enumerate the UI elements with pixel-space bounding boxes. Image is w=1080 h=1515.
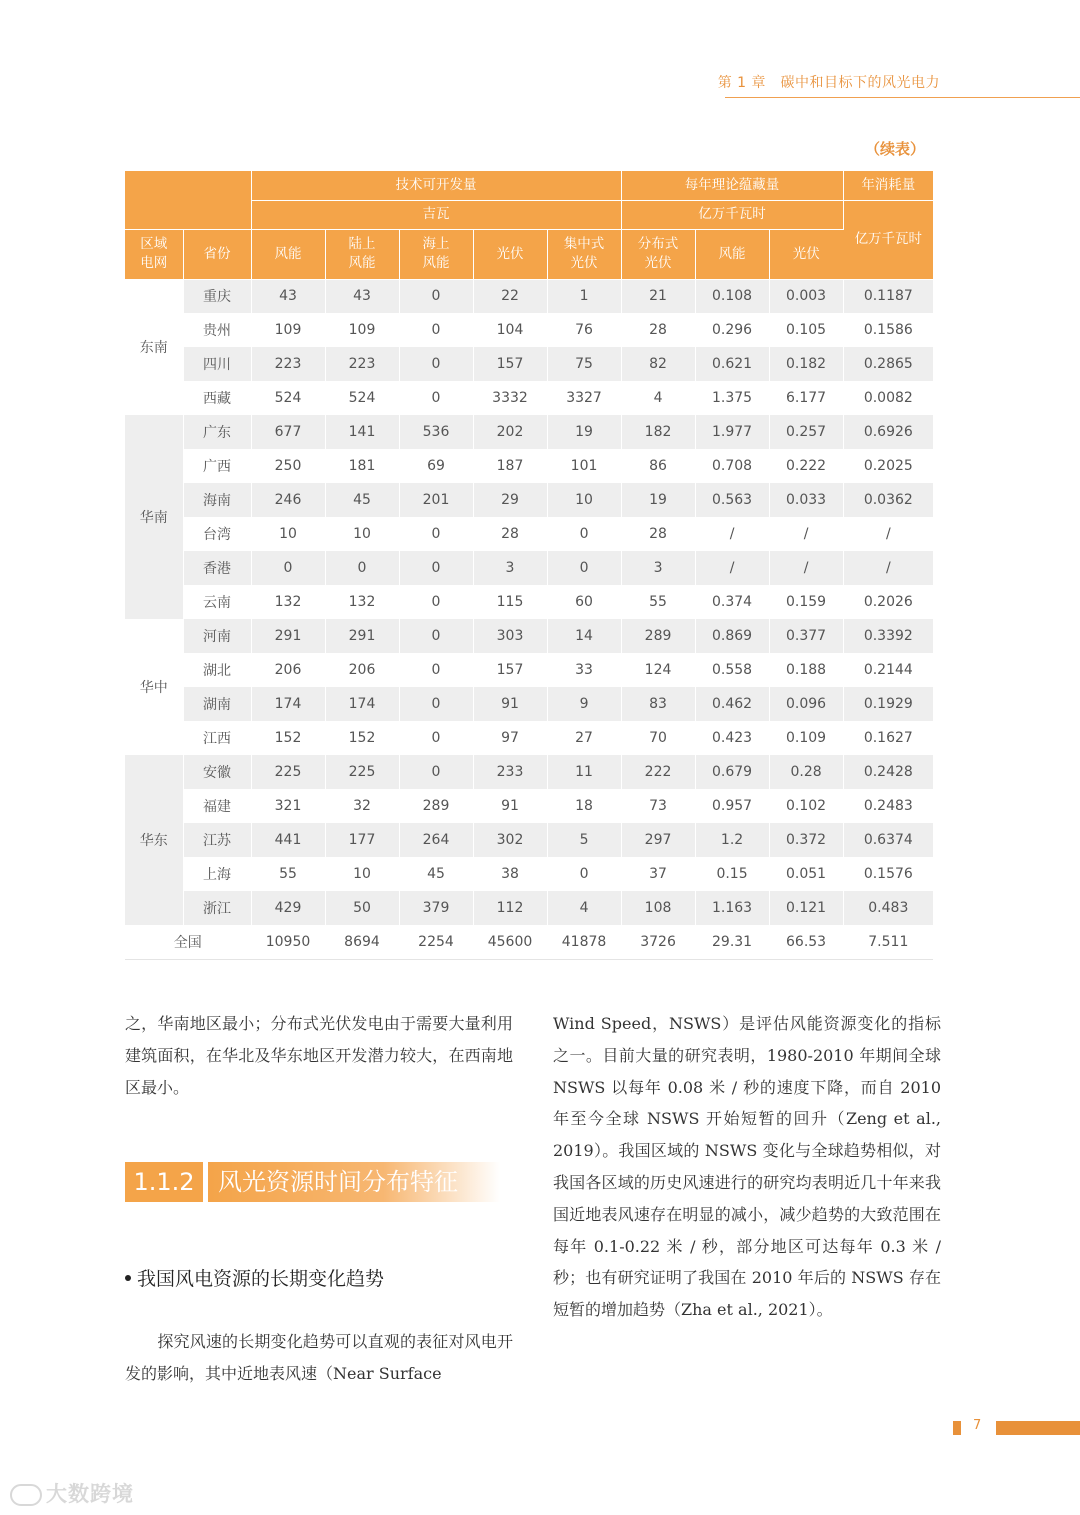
value-cell: 43 xyxy=(251,279,325,313)
value-cell: 38 xyxy=(473,857,547,891)
value-cell: 0.257 xyxy=(769,415,843,449)
value-cell: 97 xyxy=(473,721,547,755)
value-cell: 37 xyxy=(621,857,695,891)
value-cell: 115 xyxy=(473,585,547,619)
header-unit-consumption: 亿万千瓦时 xyxy=(843,200,933,279)
table-row xyxy=(125,381,933,415)
value-cell: 0 xyxy=(399,653,473,687)
header-col-pv: 光伏 xyxy=(473,229,547,279)
value-cell: 4 xyxy=(621,381,695,415)
value-cell: 0.1586 xyxy=(863,322,913,338)
section-title: 风光资源时间分布特征 xyxy=(208,1162,500,1202)
value-cell: 60 xyxy=(547,585,621,619)
province-cell: 湖北 xyxy=(183,653,251,687)
value-cell: 0.2026 xyxy=(863,594,913,610)
header-col-offshore: 海上风能 xyxy=(399,229,473,279)
value-cell: 0.957 xyxy=(695,789,769,823)
value-cell: 0 xyxy=(399,585,473,619)
value-cell: 112 xyxy=(473,891,547,925)
value-cell: 9 xyxy=(547,687,621,721)
value-cell: 0.2144 xyxy=(863,662,913,678)
bullet-heading-text: 我国风电资源的长期变化趋势 xyxy=(137,1268,385,1290)
value-cell: 101 xyxy=(547,449,621,483)
value-cell: 5 xyxy=(547,823,621,857)
province-cell: 重庆 xyxy=(183,279,251,313)
value-cell: 0.1627 xyxy=(863,730,913,746)
value-cell: 18 xyxy=(547,789,621,823)
value-cell: 11 xyxy=(547,755,621,789)
total-value: 7.511 xyxy=(843,925,933,959)
value-cell: 3327 xyxy=(547,381,621,415)
province-cell: 上海 xyxy=(183,857,251,891)
value-cell: 132 xyxy=(251,585,325,619)
value-cell: 45 xyxy=(399,857,473,891)
table-continued-note: （续表） xyxy=(864,140,925,158)
value-cell: 379 xyxy=(399,891,473,925)
province-cell: 福建 xyxy=(183,789,251,823)
value-cell: 201 xyxy=(399,483,473,517)
total-value: 41878 xyxy=(547,925,621,959)
value-cell: 0.2428 xyxy=(843,755,933,789)
value-cell: 0.105 xyxy=(769,313,843,347)
table-row xyxy=(125,755,933,789)
value-cell: 223 xyxy=(325,347,399,381)
value-cell: 0.708 xyxy=(695,449,769,483)
value-cell: 32 xyxy=(325,789,399,823)
value-cell: 250 xyxy=(251,449,325,483)
value-cell: 152 xyxy=(325,721,399,755)
table-row xyxy=(125,857,933,891)
value-cell: 225 xyxy=(325,755,399,789)
value-cell: 0 xyxy=(399,687,473,721)
value-cell: 0.096 xyxy=(769,687,843,721)
value-cell: 174 xyxy=(325,687,399,721)
value-cell: 10 xyxy=(325,517,399,551)
value-cell: 124 xyxy=(621,653,695,687)
page-number: 7 xyxy=(973,1418,982,1433)
region-cell: 华中 xyxy=(125,619,183,755)
value-cell: 0.108 xyxy=(695,279,769,313)
value-cell: 206 xyxy=(251,653,325,687)
bullet-dot-icon xyxy=(125,1275,131,1281)
value-cell: 0.121 xyxy=(769,891,843,925)
value-cell: 27 xyxy=(547,721,621,755)
value-cell: 177 xyxy=(325,823,399,857)
table-row xyxy=(125,721,933,755)
table-row xyxy=(125,789,933,823)
value-cell: 10 xyxy=(547,483,621,517)
watermark-logo-icon xyxy=(10,1484,42,1506)
value-cell: 222 xyxy=(621,755,695,789)
value-cell: 0.679 xyxy=(695,755,769,789)
watermark-text: 大数跨境 xyxy=(46,1482,134,1506)
value-cell: 225 xyxy=(251,755,325,789)
table-row xyxy=(125,449,933,483)
value-cell: 3 xyxy=(621,551,695,585)
province-cell: 香港 xyxy=(183,551,251,585)
value-cell: 1.2 xyxy=(695,823,769,857)
value-cell: / xyxy=(769,517,843,551)
value-cell: 0 xyxy=(325,551,399,585)
value-cell: 181 xyxy=(325,449,399,483)
value-cell: / xyxy=(695,551,769,585)
watermark xyxy=(10,1478,134,1508)
value-cell: 0.222 xyxy=(769,449,843,483)
value-cell: 0.1187 xyxy=(843,279,933,313)
value-cell: 83 xyxy=(621,687,695,721)
header-group-technical: 技术可开发量 xyxy=(251,171,621,200)
province-cell: 安徽 xyxy=(183,755,251,789)
province-cell: 海南 xyxy=(183,483,251,517)
province-cell: 台湾 xyxy=(183,517,251,551)
province-cell: 西藏 xyxy=(183,381,251,415)
value-cell: 3 xyxy=(473,551,547,585)
province-cell: 湖南 xyxy=(183,687,251,721)
value-cell: 0 xyxy=(547,517,621,551)
value-cell: / xyxy=(843,551,933,585)
value-cell: 0.0362 xyxy=(843,483,933,517)
left-paragraph-1: 之，华南地区最小；分布式光伏发电由于需要大量利用建筑面积，在华北及华东地区开发潜力较大，在西南地区最小。 xyxy=(125,1014,513,1097)
value-cell: 91 xyxy=(473,687,547,721)
table-row xyxy=(125,517,933,551)
value-cell: 0 xyxy=(399,517,473,551)
value-cell: 223 xyxy=(251,347,325,381)
value-cell: 0.033 xyxy=(769,483,843,517)
value-cell: 19 xyxy=(621,483,695,517)
header-blank xyxy=(125,171,251,229)
header-province: 省份 xyxy=(183,229,251,279)
value-cell: 28 xyxy=(621,313,695,347)
value-cell: 0 xyxy=(399,551,473,585)
table-row xyxy=(125,823,933,857)
total-value: 10950 xyxy=(251,925,325,959)
value-cell: 75 xyxy=(547,347,621,381)
value-cell: 536 xyxy=(399,415,473,449)
value-cell: 297 xyxy=(621,823,695,857)
value-cell: / xyxy=(769,551,843,585)
region-cell: 东南 xyxy=(125,279,183,415)
total-row xyxy=(125,925,933,959)
value-cell: 0.003 xyxy=(769,279,843,313)
province-cell: 江苏 xyxy=(183,823,251,857)
value-cell: 28 xyxy=(621,517,695,551)
value-cell: 73 xyxy=(621,789,695,823)
value-cell: 33 xyxy=(547,653,621,687)
header-unit-theoretical: 亿万千瓦时 xyxy=(621,200,843,229)
value-cell: 50 xyxy=(325,891,399,925)
value-cell: 321 xyxy=(251,789,325,823)
province-cell: 广东 xyxy=(183,415,251,449)
header-col-central-pv: 集中式光伏 xyxy=(547,229,621,279)
value-cell: 289 xyxy=(621,619,695,653)
section-number: 1.1.2 xyxy=(125,1162,203,1202)
province-cell: 四川 xyxy=(183,347,251,381)
value-cell: 109 xyxy=(325,313,399,347)
value-cell: 677 xyxy=(251,415,325,449)
value-cell: 10 xyxy=(251,517,325,551)
section-heading xyxy=(125,1162,500,1202)
value-cell: 303 xyxy=(473,619,547,653)
value-cell: 0 xyxy=(547,551,621,585)
header-col-onshore: 陆上风能 xyxy=(325,229,399,279)
table-row xyxy=(125,585,933,619)
resource-table xyxy=(125,171,933,960)
header-group-consumption: 年消耗量 xyxy=(843,171,933,200)
value-cell: 0.188 xyxy=(769,653,843,687)
value-cell: 0.3392 xyxy=(843,619,933,653)
value-cell: 0.2483 xyxy=(863,798,913,814)
total-value: 3726 xyxy=(621,925,695,959)
header-col-distributed-pv: 分布式光伏 xyxy=(621,229,695,279)
value-cell: 0.558 xyxy=(695,653,769,687)
right-paragraph: Wind Speed，NSWS）是评估风能资源变化的指标之一。目前大量的研究表明，1980-2010 年期间全球 NSWS 以每年 0.08 米 / 秒的速度下降，而自 2010 年至今全球 NSWS 开始短暂的回升（Zeng et al., 2019）。我国区域的 NSWS 变化与全球趋势相似，对我国各区域的历史风速进行的研究均表明近几十年来我国近地表风速存在明显的减小，减少趋势的大致范围在每年 0.1-0.22 米 / 秒，部分地区可达每年 0.3 米 / 秒；也有研究证明了我国在 2010 年后的 NSWS 存在短暂的增加趋势（Zha et al., 2021）。 xyxy=(553,1014,941,1320)
value-cell: 21 xyxy=(621,279,695,313)
value-cell: 6.177 xyxy=(769,381,843,415)
total-value: 45600 xyxy=(473,925,547,959)
table-row xyxy=(125,313,933,347)
province-cell: 浙江 xyxy=(183,891,251,925)
value-cell: 0.102 xyxy=(769,789,843,823)
value-cell: 0.374 xyxy=(695,585,769,619)
value-cell: 69 xyxy=(399,449,473,483)
value-cell: 22 xyxy=(473,279,547,313)
value-cell: 28 xyxy=(473,517,547,551)
value-cell: 0 xyxy=(399,381,473,415)
region-cell: 华东 xyxy=(125,755,183,925)
value-cell: 157 xyxy=(473,347,547,381)
value-cell: 233 xyxy=(473,755,547,789)
value-cell: 0.621 xyxy=(695,347,769,381)
value-cell: 14 xyxy=(547,619,621,653)
value-cell: 0.28 xyxy=(769,755,843,789)
value-cell: 291 xyxy=(251,619,325,653)
value-cell: 0.563 xyxy=(695,483,769,517)
total-value: 8694 xyxy=(325,925,399,959)
value-cell: 0 xyxy=(399,313,473,347)
left-paragraph-2: 探究风速的长期变化趋势可以直观的表征对风电开发的影响，其中近地表风速（Near Surface xyxy=(125,1332,513,1383)
value-cell: 0.423 xyxy=(695,721,769,755)
value-cell: 0 xyxy=(547,857,621,891)
value-cell: 29 xyxy=(473,483,547,517)
table-row xyxy=(125,483,933,517)
value-cell: 45 xyxy=(325,483,399,517)
value-cell: 0.109 xyxy=(769,721,843,755)
value-cell: 1.163 xyxy=(695,891,769,925)
table-row xyxy=(125,347,933,381)
value-cell: 0 xyxy=(399,619,473,653)
value-cell: 291 xyxy=(325,619,399,653)
value-cell: 1.375 xyxy=(695,381,769,415)
value-cell: 0.159 xyxy=(769,585,843,619)
value-cell: 4 xyxy=(547,891,621,925)
table-row xyxy=(125,279,933,313)
value-cell: 55 xyxy=(251,857,325,891)
value-cell: 43 xyxy=(325,279,399,313)
value-cell: 0.051 xyxy=(769,857,843,891)
table-row xyxy=(125,891,933,925)
table-row xyxy=(125,415,933,449)
value-cell: 0 xyxy=(399,721,473,755)
chapter-header: 第 1 章 碳中和目标下的风光电力 xyxy=(717,75,940,91)
province-cell: 江西 xyxy=(183,721,251,755)
value-cell: 1 xyxy=(547,279,621,313)
province-cell: 云南 xyxy=(183,585,251,619)
value-cell: 0.1576 xyxy=(863,866,913,882)
value-cell: 76 xyxy=(547,313,621,347)
province-cell: 广西 xyxy=(183,449,251,483)
value-cell: 3332 xyxy=(473,381,547,415)
header-region: 区域电网 xyxy=(125,229,183,279)
value-cell: 302 xyxy=(473,823,547,857)
value-cell: 0 xyxy=(251,551,325,585)
value-cell: 0.1929 xyxy=(843,687,933,721)
value-cell: 1.977 xyxy=(695,415,769,449)
value-cell: 202 xyxy=(473,415,547,449)
value-cell: 0.296 xyxy=(695,313,769,347)
province-cell: 贵州 xyxy=(183,313,251,347)
value-cell: 108 xyxy=(621,891,695,925)
value-cell: 157 xyxy=(473,653,547,687)
value-cell: 10 xyxy=(325,857,399,891)
value-cell: 0.15 xyxy=(695,857,769,891)
value-cell: 0.182 xyxy=(769,347,843,381)
header-col-pv-theory: 光伏 xyxy=(769,229,843,279)
value-cell: / xyxy=(885,526,891,542)
value-cell: 0.372 xyxy=(769,823,843,857)
total-label: 全国 xyxy=(125,925,251,959)
page-bar xyxy=(996,1421,1080,1435)
value-cell: 206 xyxy=(325,653,399,687)
value-cell: 429 xyxy=(251,891,325,925)
bullet-heading xyxy=(125,1264,384,1291)
value-cell: 187 xyxy=(473,449,547,483)
value-cell: 0.2025 xyxy=(863,458,913,474)
province-cell: 河南 xyxy=(183,619,251,653)
table-row xyxy=(125,551,933,585)
value-cell: 104 xyxy=(473,313,547,347)
table-row xyxy=(125,653,933,687)
value-cell: 0.377 xyxy=(769,619,843,653)
value-cell: 524 xyxy=(325,381,399,415)
header-col-wind-theory: 风能 xyxy=(695,229,769,279)
header-col-wind: 风能 xyxy=(251,229,325,279)
value-cell: 0.462 xyxy=(695,687,769,721)
value-cell: 289 xyxy=(399,789,473,823)
value-cell: 55 xyxy=(621,585,695,619)
value-cell: 0.483 xyxy=(843,891,933,925)
region-cell: 华南 xyxy=(125,415,183,619)
value-cell: 86 xyxy=(621,449,695,483)
total-value: 29.31 xyxy=(695,925,769,959)
value-cell: 182 xyxy=(621,415,695,449)
value-cell: 0 xyxy=(399,279,473,313)
value-cell: 19 xyxy=(547,415,621,449)
value-cell: 70 xyxy=(621,721,695,755)
value-cell: 132 xyxy=(325,585,399,619)
value-cell: 524 xyxy=(251,381,325,415)
header-unit-technical: 吉瓦 xyxy=(251,200,621,229)
value-cell: 141 xyxy=(325,415,399,449)
value-cell: 0.0082 xyxy=(863,390,913,406)
value-cell: 0 xyxy=(399,347,473,381)
value-cell: 441 xyxy=(251,823,325,857)
total-value: 2254 xyxy=(399,925,473,959)
table-row xyxy=(125,687,933,721)
header-rule xyxy=(725,97,1080,98)
value-cell: 174 xyxy=(251,687,325,721)
value-cell: 0.869 xyxy=(695,619,769,653)
value-cell: 0.6374 xyxy=(843,823,933,857)
value-cell: / xyxy=(695,517,769,551)
header-group-theoretical: 每年理论蕴藏量 xyxy=(621,171,843,200)
value-cell: 82 xyxy=(621,347,695,381)
table-row xyxy=(125,619,933,653)
page-marker xyxy=(953,1421,961,1435)
value-cell: 0 xyxy=(399,755,473,789)
total-value: 66.53 xyxy=(769,925,843,959)
value-cell: 152 xyxy=(251,721,325,755)
value-cell: 246 xyxy=(251,483,325,517)
value-cell: 91 xyxy=(473,789,547,823)
value-cell: 109 xyxy=(251,313,325,347)
value-cell: 264 xyxy=(399,823,473,857)
value-cell: 0.2865 xyxy=(843,347,933,381)
value-cell: 0.6926 xyxy=(843,415,933,449)
